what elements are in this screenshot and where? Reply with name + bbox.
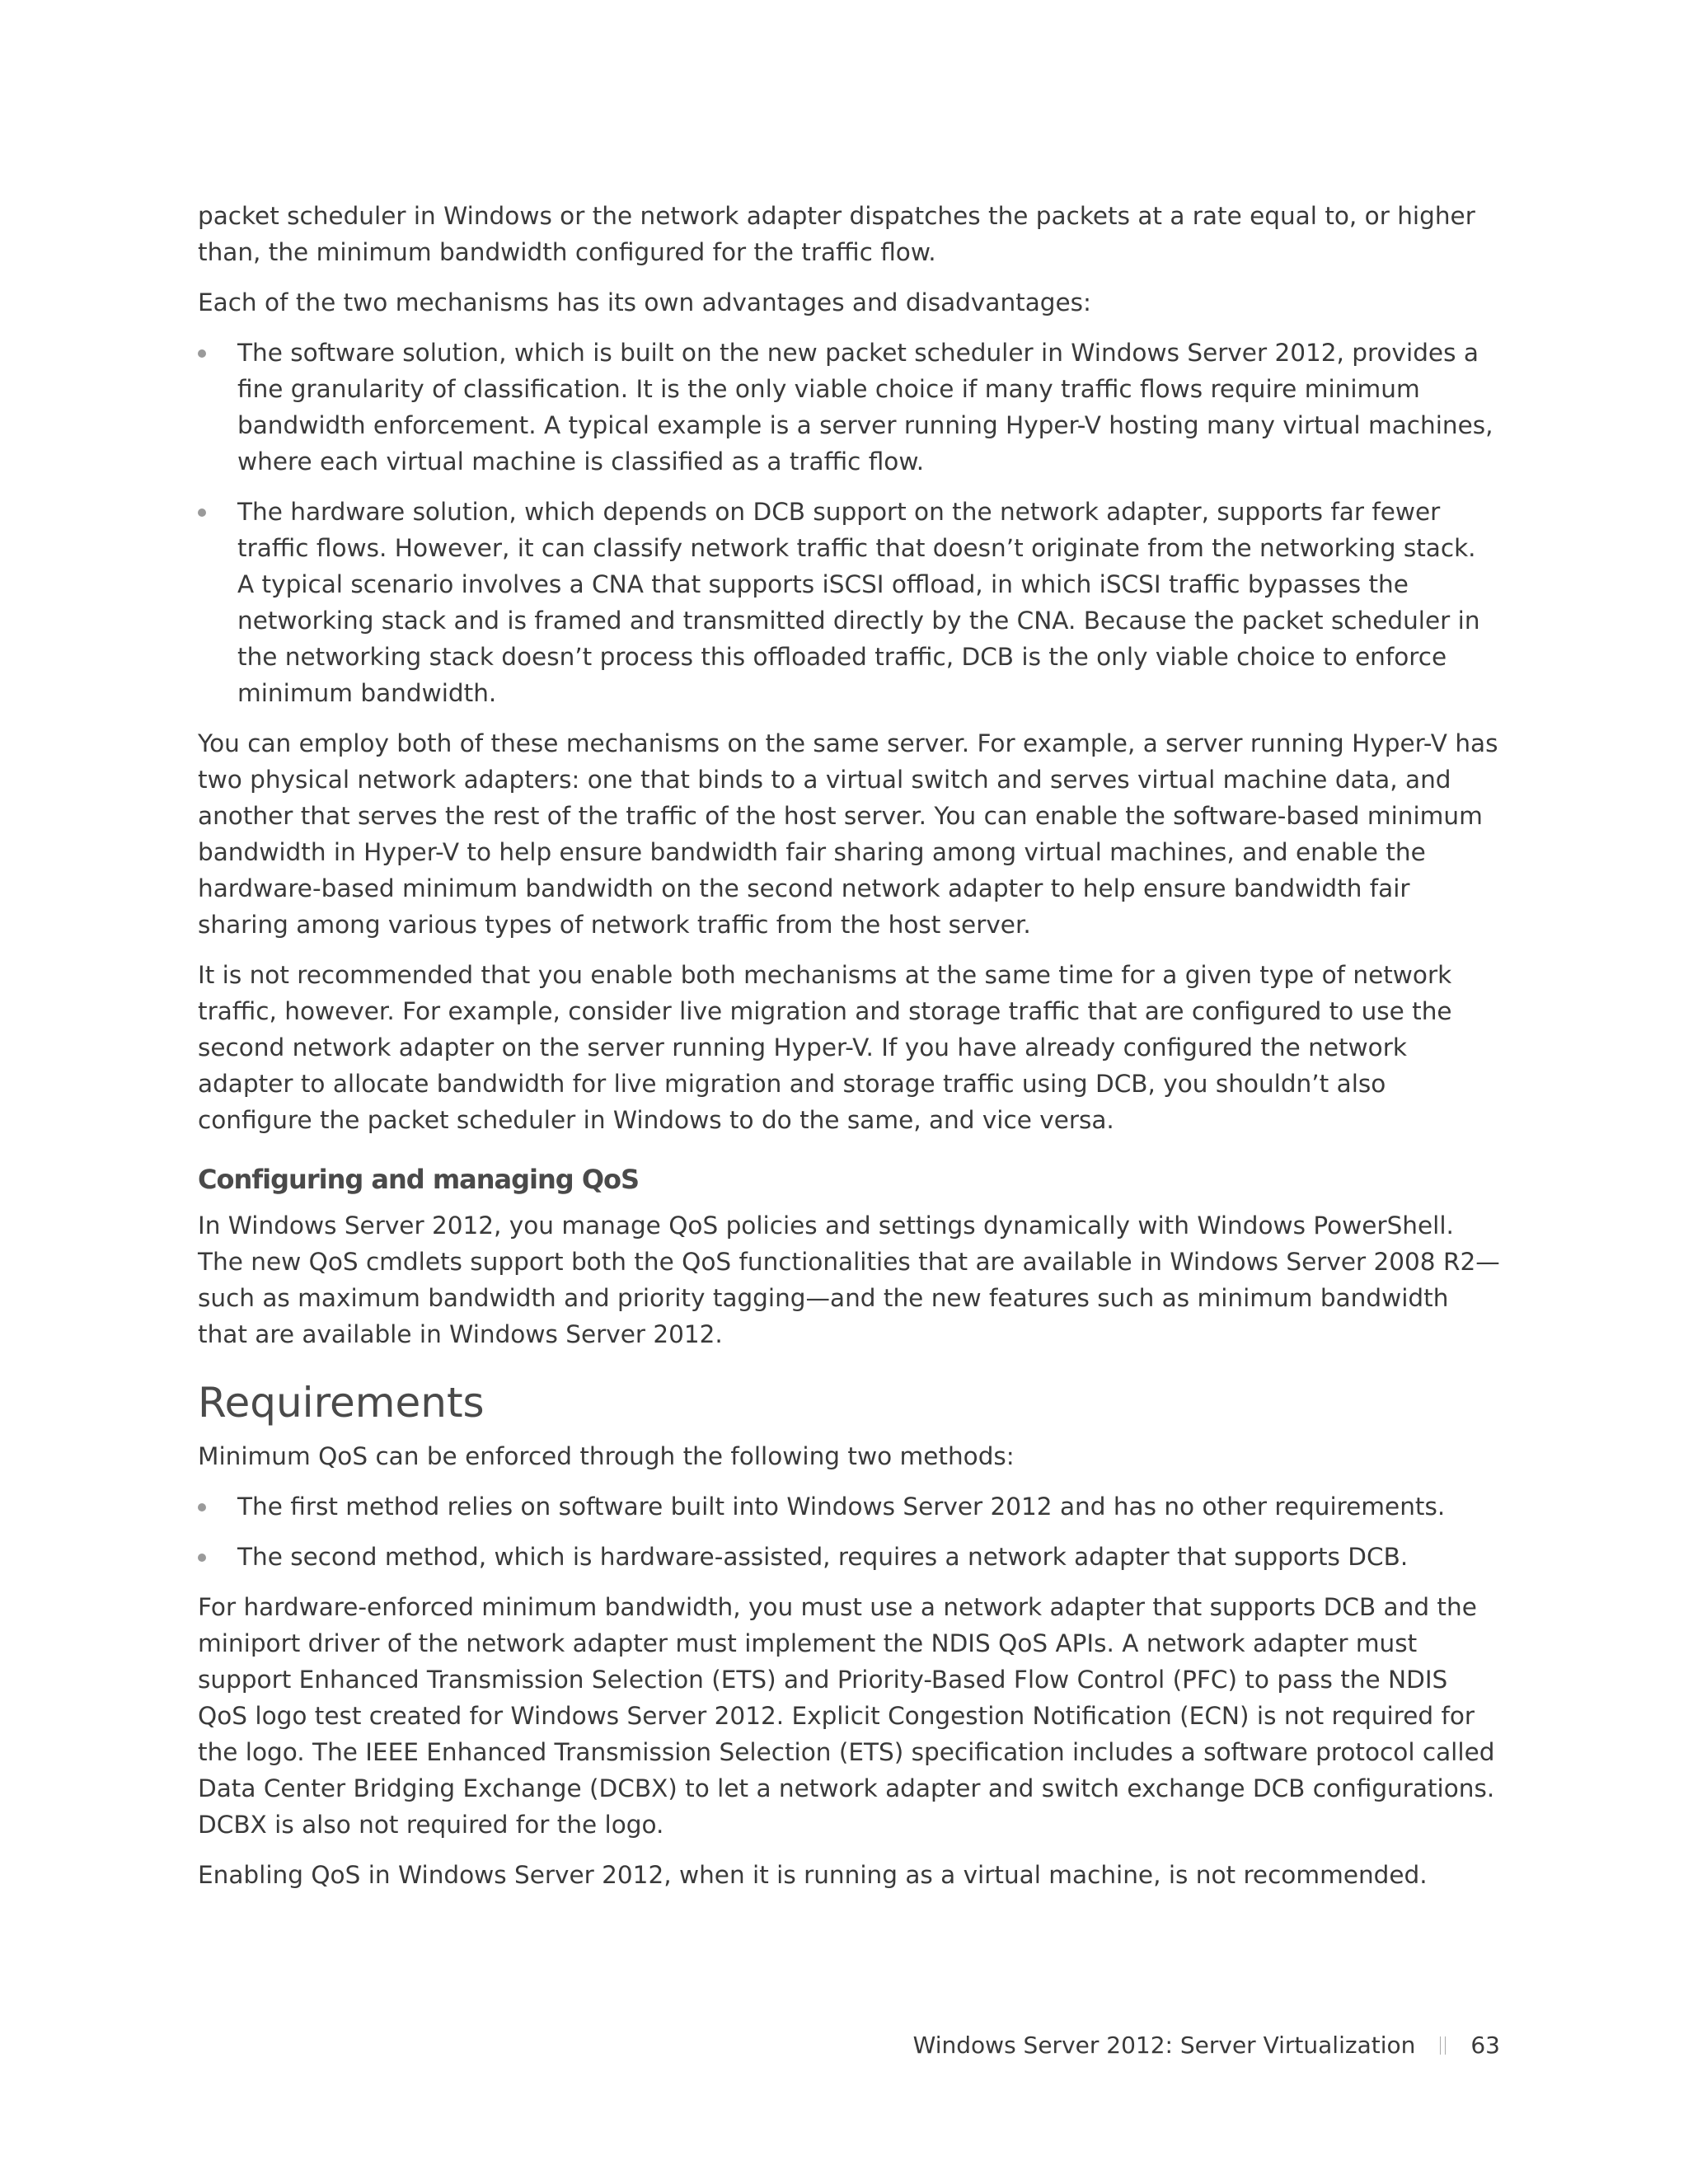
footer-book-title: Windows Server 2012: Server Virtualization <box>912 2032 1416 2059</box>
mechanisms-bullet-list <box>198 335 1500 711</box>
paragraph-mechanisms-intro: Each of the two mechanisms has its own advantages and disadvantages: <box>198 288 1091 316</box>
page-body <box>198 198 1500 1907</box>
list-item-text: The second method, which is hardware-assisted, requires a network adapter that supports DCB. <box>237 1543 1409 1571</box>
section-heading-configuring: Configuring and managing QoS <box>198 1164 640 1195</box>
paragraph-continuation: packet scheduler in Windows or the network adapter dispatches the packets at a rate equal to, or higher than, the minimum bandwidth configured for the traffic flow. <box>198 202 1475 266</box>
footer-separator <box>1440 2036 1446 2055</box>
bullet-dot-icon <box>198 509 206 517</box>
list-item-text: The first method relies on software built into Windows Server 2012 and has no other requirements. <box>237 1493 1446 1521</box>
list-item <box>198 494 1500 711</box>
bullet-dot-icon <box>198 1503 206 1511</box>
paragraph-not-recommended: It is not recommended that you enable both mechanisms at the same time for a given type of network traffic, however. For example, consider live migration and storage traffic that are configured to use the second network adapter on the server running Hyper-V. If you have already configured the network adapter to allocate bandwidth for live migration and storage traffic using DCB, you shouldn’t also configure the packet scheduler in Windows to do the same, and vice versa. <box>198 961 1452 1134</box>
paragraph-requirements-intro: Minimum QoS can be enforced through the following two methods: <box>198 1442 1015 1470</box>
list-item-text: The hardware solution, which depends on DCB support on the network adapter, supports far fewer traffic flows. However, it can classify network traffic that doesn’t originate from the networking stack. A typical scenario involves a CNA that supports iSCSI offload, in which iSCSI traffic bypasses the networking stack and is framed and transmitted directly by the CNA. Because the packet scheduler in the networking stack doesn’t process this offloaded traffic, DCB is the only viable choice to enforce minimum bandwidth. <box>237 498 1480 707</box>
paragraph-hardware-enforced: For hardware-enforced minimum bandwidth, you must use a network adapter that supports DCB and the miniport driver of the network adapter must implement the NDIS QoS APIs. A network adapter must support Enhanced Transmission Selection (ETS) and Priority-Based Flow Control (PFC) to pass the NDIS QoS logo test created for Windows Server 2012. Explicit Congestion Notification (ECN) is not required for the logo. The IEEE Enhanced Transmission Selection (ETS) specification includes a software protocol called Data Center Bridging Exchange (DCBX) to let a network adapter and switch exchange DCB configurations. DCBX is also not required for the logo. <box>198 1593 1495 1839</box>
bullet-dot-icon <box>198 1554 206 1562</box>
paragraph-configuring: In Windows Server 2012, you manage QoS policies and settings dynamically with Windows PowerShell. The new QoS cmdlets support both the QoS functionalities that are available in Windows Server 2008 R2—such as maximum bandwidth and priority tagging—and the new features such as minimum bandwidth that are available in Windows Server 2012. <box>198 1212 1500 1348</box>
page-footer <box>913 2029 1500 2062</box>
paragraph-virtual-machine-note: Enabling QoS in Windows Server 2012, when it is running as a virtual machine, is not recommended. <box>198 1861 1428 1889</box>
list-item <box>198 335 1500 480</box>
footer-page-number: 63 <box>1470 2032 1500 2059</box>
paragraph-both-mechanisms: You can employ both of these mechanisms on the same server. For example, a server running Hyper-V has two physical network adapters: one that binds to a virtual switch and serves virtual machine data, and another that serves the rest of the traffic of the host server. You can enable the software-based minimum bandwidth in Hyper-V to help ensure bandwidth fair sharing among virtual machines, and enable the hardware-based minimum bandwidth on the second network adapter to help ensure bandwidth fair sharing among various types of network traffic from the host server. <box>198 729 1498 939</box>
list-item-text: The software solution, which is built on the new packet scheduler in Windows Server 2012, provides a fine granularity of classification. It is the only viable choice if many traffic flows require minimum bandwidth enforcement. A typical example is a server running Hyper-V hosting many virtual machines, where each virtual machine is classified as a traffic flow. <box>237 339 1493 476</box>
bullet-dot-icon <box>198 349 206 358</box>
list-item <box>198 1488 1500 1525</box>
section-heading-requirements: Requirements <box>198 1379 485 1427</box>
list-item <box>198 1539 1500 1575</box>
requirements-bullet-list <box>198 1488 1500 1575</box>
